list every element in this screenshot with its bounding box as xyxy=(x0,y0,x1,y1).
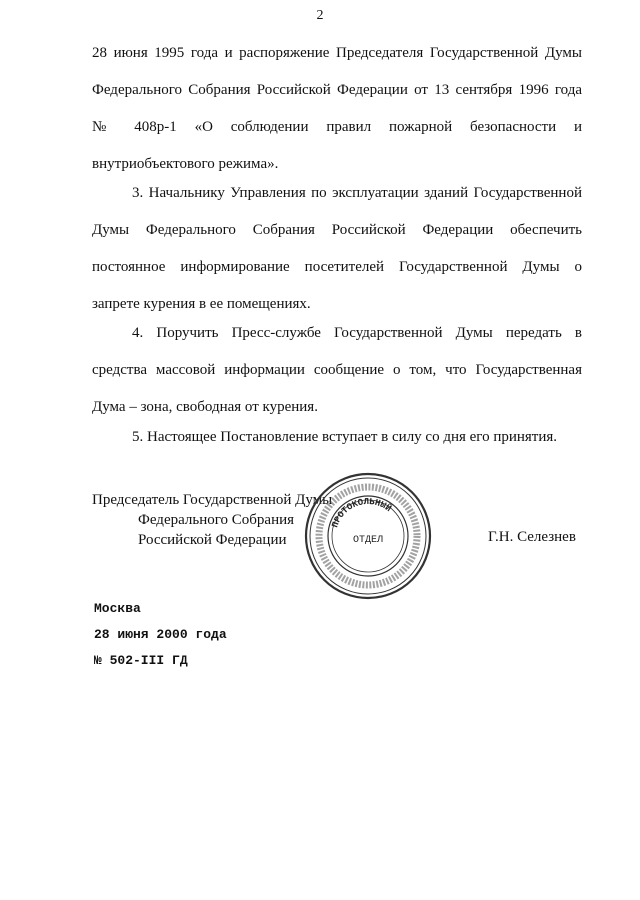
stamp-center-text: ОТДЕЛ xyxy=(352,535,384,546)
signature-title-line: Российской Федерации xyxy=(138,532,287,548)
svg-text:ПРОТОКОЛЬНЫЙ xyxy=(330,497,393,529)
text-line: № 408р-1 «О соблюдении правил пожарной безопасности и xyxy=(92,119,582,135)
text-line: средства массовой информации сообщение о том, что Государственная xyxy=(92,362,582,378)
text-line: Дума – зона, свободная от курения. xyxy=(92,399,318,415)
paragraph-3 xyxy=(92,175,582,323)
text-line: 3. Начальнику Управления по эксплуатации зданий Государственной xyxy=(132,185,582,201)
text-line: Федерального Собрания Российской Федерации от 13 сентября 1996 года xyxy=(92,82,582,98)
paragraph-4 xyxy=(92,315,582,426)
footer-date: 28 июня 2000 года xyxy=(94,627,227,642)
official-stamp xyxy=(302,470,434,602)
signature-title-line: Председатель Государственной Думы xyxy=(92,492,333,508)
signature-title xyxy=(92,490,332,550)
paragraph-5 xyxy=(92,419,582,456)
text-line: 28 июня 1995 года и распоряжение Председателя Государственной Думы xyxy=(92,45,582,61)
text-line: запрете курения в ее помещениях. xyxy=(92,296,311,312)
stamp-ring-text: ПРОТОКОЛЬНЫЙ xyxy=(330,496,394,530)
text-line: Думы Федерального Собрания Российской Федерации обеспечить xyxy=(92,222,582,238)
text-line: 4. Поручить Пресс-службе Государственной Думы передать в xyxy=(132,325,582,341)
signature-title-line: Федерального Собрания xyxy=(138,512,295,528)
footer-city: Москва xyxy=(94,601,141,616)
footer-number: № 502-III ГД xyxy=(94,653,188,668)
paragraph-continuation xyxy=(92,35,582,183)
text-line: постоянное информирование посетителей Государственной Думы о xyxy=(92,259,582,275)
text-line: 5. Настоящее Постановление вступает в силу со дня его принятия. xyxy=(132,429,558,445)
text-line: внутриобъектового режима». xyxy=(92,156,279,172)
signature-name: Г.Н. Селезнев xyxy=(488,529,576,545)
page-number: 2 xyxy=(316,8,324,23)
